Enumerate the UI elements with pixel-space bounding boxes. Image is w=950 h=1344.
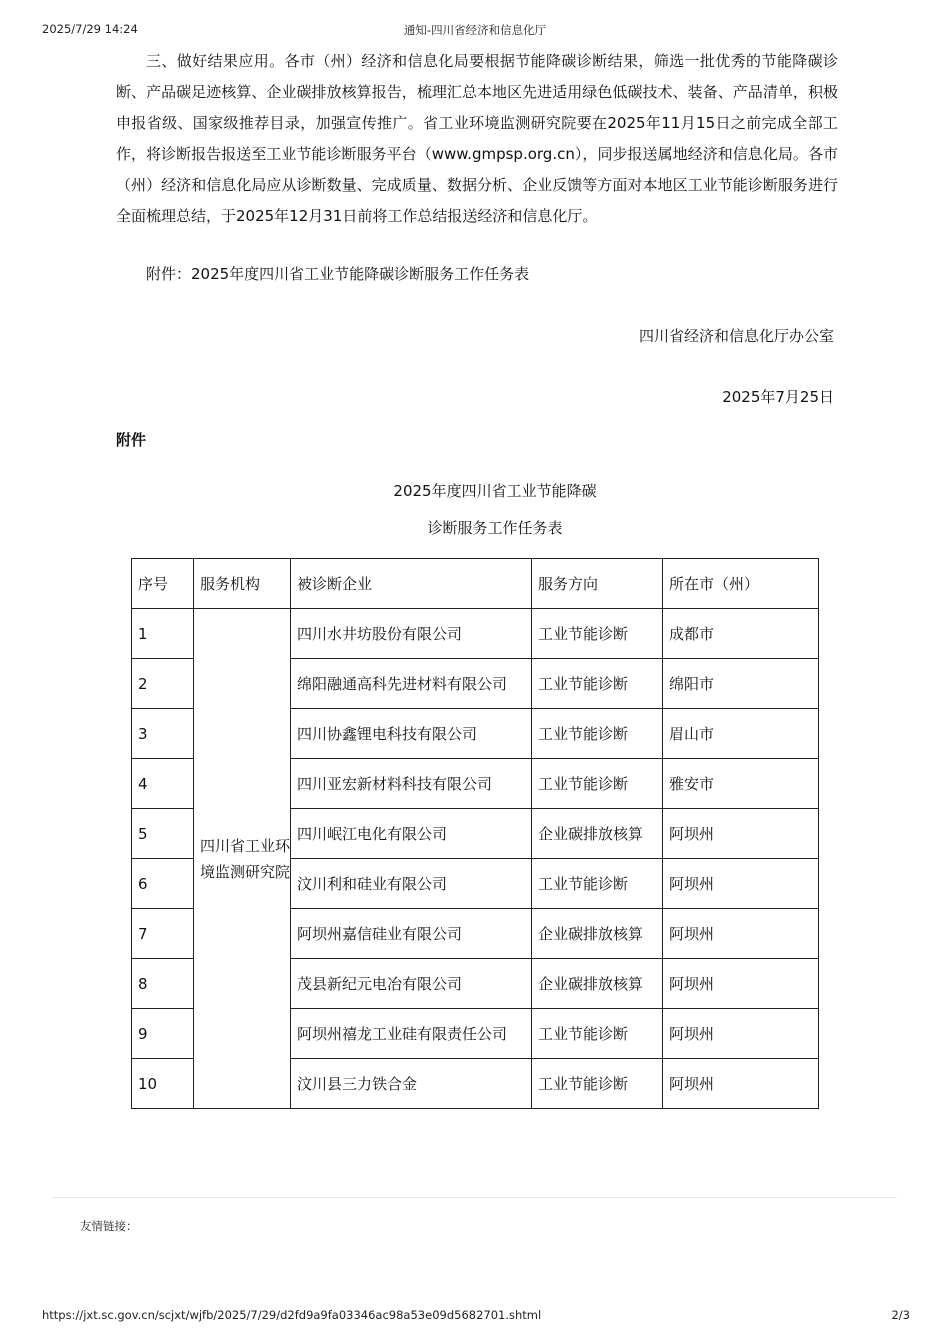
- header-direction: 服务方向: [532, 559, 663, 609]
- task-table: [131, 558, 819, 1109]
- company-name: 四川岷江电化有限公司: [291, 809, 532, 859]
- service-direction: 工业节能诊断: [532, 659, 663, 709]
- footer-divider: [53, 1197, 897, 1198]
- city: 阿坝州: [663, 809, 819, 859]
- header-company: 被诊断企业: [291, 559, 532, 609]
- print-page-number: 2/3: [891, 1308, 910, 1322]
- friend-links-label: 友情链接：: [80, 1219, 138, 1233]
- table-header-row: [132, 559, 819, 609]
- attachment-heading: 附件: [116, 431, 147, 449]
- city: 阿坝州: [663, 859, 819, 909]
- service-direction: 企业碳排放核算: [532, 909, 663, 959]
- service-direction: 工业节能诊断: [532, 859, 663, 909]
- city: 阿坝州: [663, 1009, 819, 1059]
- row-number: 5: [132, 809, 194, 859]
- body-paragraph: 三、做好结果应用。各市（州）经济和信息化局要根据节能降碳诊断结果，筛选一批优秀的节能降碳诊断、产品碳足迹核算、企业碳排放核算报告，梳理汇总本地区先进适用绿色低碳技术、装备、产品清单，积极申报省级、国家级推荐目录，加强宣传推广。省工业环境监测研究院要在2025年11月15日之前完成全部工作，将诊断报告报送至工业节能诊断服务平台（www.gmpsp.org.cn），同步报送属地经济和信息化局。各市（州）经济和信息化局应从诊断数量、完成质量、数据分析、企业反馈等方面对本地区工业节能诊断服务进行全面梳理总结，于2025年12月31日前将工作总结报送经济和信息化厅。: [116, 52, 838, 225]
- company-name: 阿坝州嘉信硅业有限公司: [291, 909, 532, 959]
- print-page-title: 通知-四川省经济和信息化厅: [403, 23, 547, 37]
- row-number: 9: [132, 1009, 194, 1059]
- attachment-line: 附件：2025年度四川省工业节能降碳诊断服务工作任务表: [146, 265, 530, 283]
- service-direction: 工业节能诊断: [532, 1059, 663, 1109]
- row-number: 2: [132, 659, 194, 709]
- city: 阿坝州: [663, 909, 819, 959]
- company-name: 四川亚宏新材料科技有限公司: [291, 759, 532, 809]
- table-row: [132, 609, 819, 659]
- service-direction: 工业节能诊断: [532, 759, 663, 809]
- header-city: 所在市（州）: [663, 559, 819, 609]
- city: 阿坝州: [663, 1059, 819, 1109]
- row-number: 8: [132, 959, 194, 1009]
- company-name: 阿坝州禧龙工业硅有限责任公司: [291, 1009, 532, 1059]
- service-direction: 工业节能诊断: [532, 1009, 663, 1059]
- service-direction: 企业碳排放核算: [532, 809, 663, 859]
- city: 绵阳市: [663, 659, 819, 709]
- company-name: 汶川利和硅业有限公司: [291, 859, 532, 909]
- city: 眉山市: [663, 709, 819, 759]
- signature-org: 四川省经济和信息化厅办公室: [638, 327, 834, 345]
- company-name: 汶川县三力铁合金: [291, 1059, 532, 1109]
- company-name: 茂县新纪元电冶有限公司: [291, 959, 532, 1009]
- company-name: 绵阳融通高科先进材料有限公司: [291, 659, 532, 709]
- city: 雅安市: [663, 759, 819, 809]
- row-number: 3: [132, 709, 194, 759]
- header-no: 序号: [132, 559, 194, 609]
- row-number: 4: [132, 759, 194, 809]
- row-number: 10: [132, 1059, 194, 1109]
- company-name: 四川水井坊股份有限公司: [291, 609, 532, 659]
- company-name: 四川协鑫锂电科技有限公司: [291, 709, 532, 759]
- table-title-line1: 2025年度四川省工业节能降碳: [393, 482, 597, 500]
- table-title-line2: 诊断服务工作任务表: [427, 519, 563, 537]
- service-direction: 工业节能诊断: [532, 709, 663, 759]
- print-datetime: 2025/7/29 14:24: [42, 22, 138, 36]
- city: 阿坝州: [663, 959, 819, 1009]
- service-direction: 企业碳排放核算: [532, 959, 663, 1009]
- row-number: 6: [132, 859, 194, 909]
- row-number: 1: [132, 609, 194, 659]
- row-number: 7: [132, 909, 194, 959]
- service-direction: 工业节能诊断: [532, 609, 663, 659]
- print-url: https://jxt.sc.gov.cn/scjxt/wjfb/2025/7/29/d2fd9a9fa03346ac98a53e09d5682701.shtml: [42, 1308, 542, 1322]
- header-service-org: 服务机构: [194, 559, 291, 609]
- print-header: [0, 22, 950, 40]
- city: 成都市: [663, 609, 819, 659]
- signature-date: 2025年7月25日: [722, 388, 834, 406]
- service-org-cell: 四川省工业环境监测研究院: [194, 609, 291, 1109]
- print-footer: [0, 1308, 950, 1326]
